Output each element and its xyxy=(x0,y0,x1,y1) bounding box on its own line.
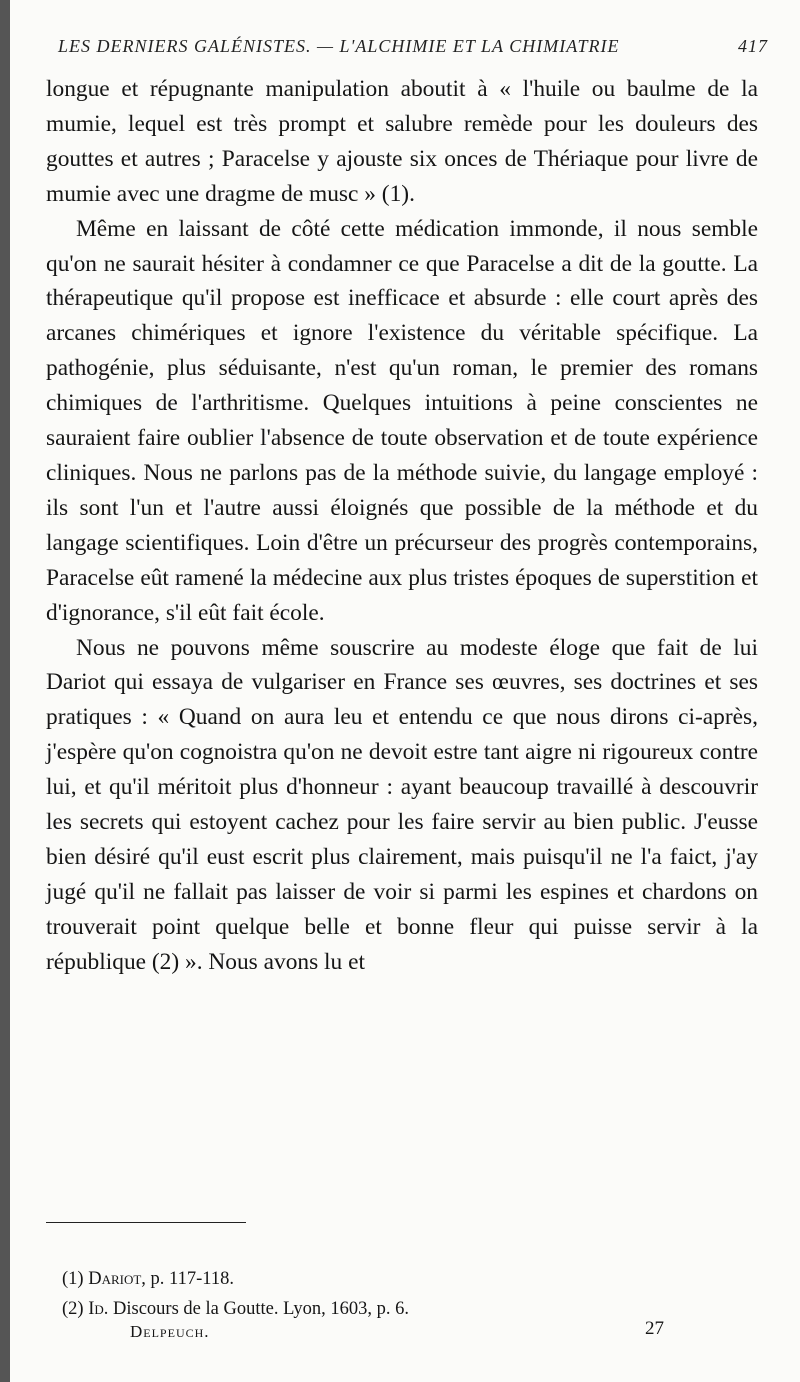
body-text xyxy=(46,72,758,980)
page-number: 417 xyxy=(738,36,768,56)
footnote-marker: (2) xyxy=(62,1299,84,1319)
footnote-text: Discours de la Goutte. Lyon, 1603, p. 6. xyxy=(113,1299,409,1319)
footnote-marker: (1) xyxy=(62,1269,84,1289)
running-head xyxy=(58,36,768,57)
footnote-author: Dariot, xyxy=(88,1269,146,1289)
paragraph: Même en laissant de côté cette médication immonde, il nous semble qu'on ne saurait hésiter à condamner ce que Paracelse a dit de la goutte. La thérapeutique qu'il propose est inefficace et absurde : elle court après des arcanes chimériques et ignore l'existence du véritable spécifique. La pathogénie, plus séduisante, n'est qu'un roman, le premier des romans chimiques de l'arthritisme. Quelques intuitions à peine conscientes ne sauraient faire oublier l'absence de toute observation et de toute expérience cliniques. Nous ne parlons pas de la méthode suivie, du langage employé : ils sont l'un et l'autre aussi éloignés que possible de la méthode et du langage scientifiques. Loin d'être un précurseur des progrès contemporains, Paracelse eût ramené la médecine aux plus tristes époques de superstition et d'ignorance, s'il eût fait école. xyxy=(46,215,758,626)
footnote xyxy=(62,1264,662,1294)
page-gutter-shadow xyxy=(0,0,10,1382)
paragraph: Nous ne pouvons même souscrire au modeste éloge que fait de lui Dariot qui essaya de vulgariser en France ses œuvres, ses doctrines et ses pratiques : « Quand on aura leu et entendu ce que nous dirons ci-après, j'espère qu'on cognoistra qu'on ne devoit estre tant aigre ni rigoureux contre lui, et qu'il méritoit plus d'honneur : ayant beaucoup travaillé à descouvrir les secrets qui estoyent cachez pour les faire servir au bien public. J'eusse bien désiré qu'il eust escrit plus clairement, mais puisqu'il ne l'a faict, j'ay jugé qu'il ne fallait pas laisser de voir si parmi les espines et chardons on trouverait point quelque belle et bonne fleur qui puisse servir à la république (2) ». Nous avons lu et xyxy=(46,634,758,975)
sheet-number: 27 xyxy=(645,1318,664,1339)
footnotes xyxy=(62,1264,662,1324)
paragraph: longue et répugnante manipulation aboutit à « l'huile ou baulme de la mumie, lequel est très prompt et salubre remède pour les douleurs des gouttes et autres ; Paracelse y ajouste six onces de Thériaque pour livre de mumie avec une dragme de musc » (1). xyxy=(46,76,758,207)
running-head-title: LES DERNIERS GALÉNISTES. — L'ALCHIMIE ET LA CHIMIATRIE xyxy=(58,36,620,56)
footnote xyxy=(62,1294,662,1324)
footnote-rule xyxy=(46,1222,246,1223)
footnote-text: p. 117-118. xyxy=(150,1269,234,1289)
signature-mark: Delpeuch. xyxy=(130,1322,210,1341)
footnote-author: Id. xyxy=(88,1299,109,1319)
